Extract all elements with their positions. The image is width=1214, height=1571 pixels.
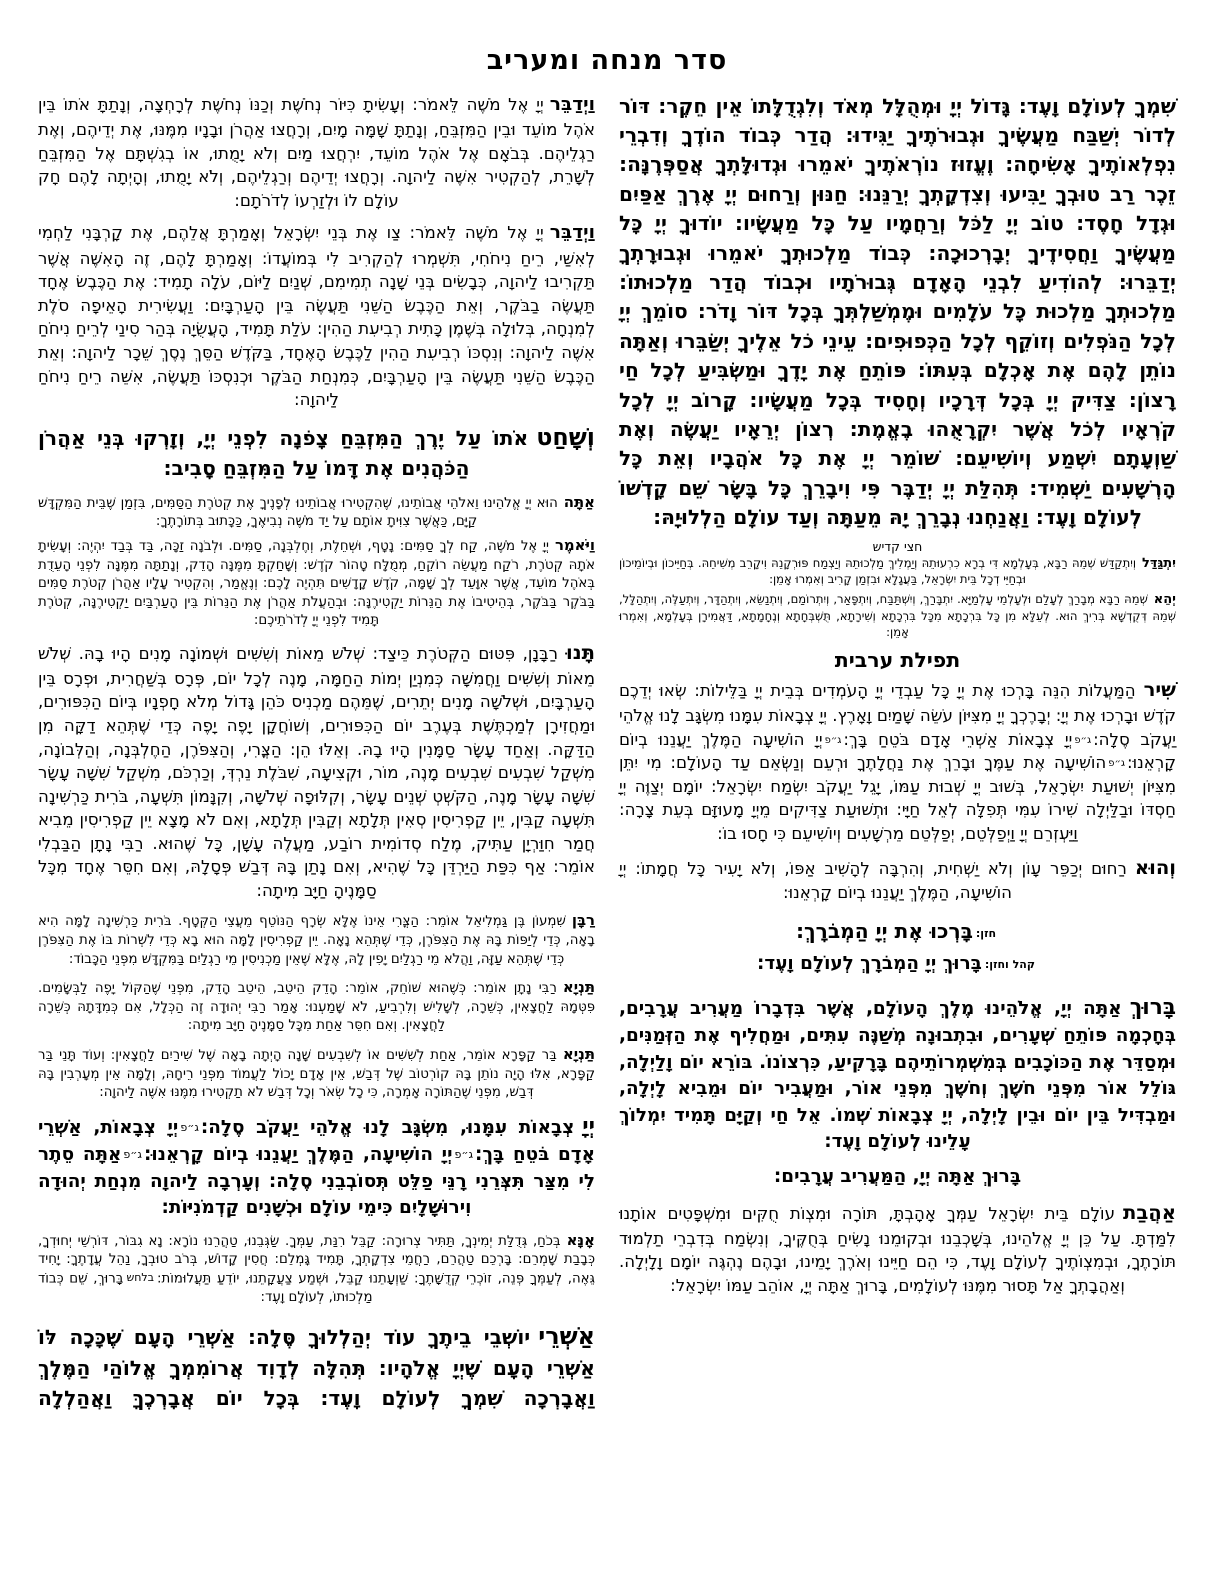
prayer-yehei: [619, 591, 1176, 641]
barchu-chazan-line: [619, 917, 1176, 946]
prayer-tail: בָּרוּךְ, שֵׁם כְּבוֹד מַלְכוּתוֹ, לְעוֹלָם וָעֶד:: [38, 1271, 373, 1305]
opener-word: אָנָּא: [566, 1230, 595, 1249]
prayer-ahavat-olam: [619, 1199, 1176, 1298]
prayer-body: רַבִּי נָתָן אוֹמֵר: כְּשֶׁהוּא שׁוֹחֵק, אוֹמֵר: הָדֵק הֵיטֵב, הֵיטֵב הָדֵק, מִפְּנֵי שֶׁהַקּוֹל יָפֶה לַבְּשָׂמִים. פִּטְּמָהּ לַחֲצָאִין, כְּשֵׁרָה, לְשָׁלִישׁ וְלִרְבִיעַ, לֹא שָׁמַעְנוּ: אָמַר רַבִּי יְהוּדָה זֶה הַכְּלָל, אִם כְּמִדָּתָהּ כְּשֵׁרָה לַחֲצָאִין. וְאִם חִסֵּר אַחַת מִכָּל סַמָּנֶיהָ חַיָּב מִיתָה:: [38, 981, 595, 1034]
repeat-rubric: ג״פ: [454, 1148, 474, 1162]
prayer-body: יְיָ אֶל מֹשֶׁה, קַח לְךָ סַמִּים: נָטָף, וּשְׁחֵלֶת, וְחֶלְבְּנָה, סַמִּים. וּלְבֹנָה זַכָּה, בַּד בְּבַד יִהְיֶה: וְעָשִׂיתָ אֹתָהּ קְטֹרֶת, רֹקַח מַעֲשֵׂה רוֹקֵחַ, מְמֻלָּח טָהוֹר קֹדֶשׁ: וְשָׁחַקְתָּ מִמֶּנָּה הָדֵק, וְנָתַתָּה מִמֶּנָּה לִפְנֵי הָעֵדֻת בְּאֹהֶל מוֹעֵד, אֲשֶׁר אִוָּעֵד לְךָ שָׁמָּה, קֹדֶשׁ קָדָשִׁים תִּהְיֶה לָכֶם: וְנֶאֱמַר, וְהִקְטִיר עָלָיו אַהֲרֹן קְטֹרֶת סַמִּים בַּבֹּקֶר בַּבֹּקֶר, בְּהֵיטִיבוֹ אֶת הַנֵּרוֹת יַקְטִירֶנָּה: וּבְהַעֲלֹת אַהֲרֹן אֶת הַנֵּרוֹת בֵּין הָעַרְבַּיִם יַקְטִירֶנָּה, קְטֹרֶת תָּמִיד לִפְנֵי יְיָ לְדֹרֹתֵיכֶם:: [38, 538, 595, 629]
prayer-adonai-tzevaot: [38, 1111, 595, 1222]
prayer-body: שִׁמְעוֹן בֶּן גַּמְלִיאֵל אוֹמֵר: הַצֳּרִי אֵינוֹ אֶלָּא שְׂרָף הַנּוֹטֵף מֵעֲצֵי הַקְּטָף. בֹּרִית כַּרְשִׁינָה לָמָּה הִיא בָאָה, כְּדֵי לְיַפּוֹת בָּהּ אֶת הַצִּפֹּרֶן, כְּדֵי שֶׁתְּהֵא נָאָה. יֵין קַפְרִיסִין לָמָּה הוּא בָא כְּדֵי לִשְׁרוֹת בּוֹ אֶת הַצִּפֹּרֶן כְּדֵי שֶׁתְּהֵא עַזָּה, וַהֲלֹא מֵי רַגְלַיִם יָפִין לָהּ, אֶלָּא שֶׁאֵין מַכְנִיסִין מֵי רַגְלַיִם בַּמִּקְדָּשׁ מִפְּנֵי הַכָּבוֹד:: [38, 914, 595, 967]
prayer-body: שִׁמְךָ לְעוֹלָם וָעֶד: גָּדוֹל יְיָ וּמְהֻלָּל מְאֹד וְלִגְדֻלָּתוֹ אֵין חֵקֶר: דּוֹר לְדוֹר יְשַׁבַּח מַעֲשֶׂיךָ וּגְבוּרֹתֶיךָ יַגִּידוּ: הֲדַר כְּבוֹד הוֹדֶךָ וְדִבְרֵי נִפְלְאוֹתֶיךָ אָשִׂיחָה: וֶעֱזוּז נוֹרְאֹתֶיךָ יֹאמֵרוּ וּגְדוּלָּתְךָ אֲסַפְּרֶנָּה: זֵכֶר רַב טוּבְךָ יַבִּיעוּ וְצִדְקָתְךָ יְרַנֵּנוּ: חַנּוּן וְרַחוּם יְיָ אֶרֶךְ אַפַּיִם וּגְדָל חָסֶד: טוֹב יְיָ לַכֹּל וְרַחֲמָיו עַל כָּל מַעֲשָׂיו: יוֹדוּךָ יְיָ כָּל מַעֲשֶׂיךָ וַחֲסִידֶיךָ יְבָרְכוּכָה: כְּבוֹד מַלְכוּתְךָ יֹאמֵרוּ וּגְבוּרָתְךָ יְדַבֵּרוּ: לְהוֹדִיעַ לִבְנֵי הָאָדָם גְּבוּרֹתָיו וּכְבוֹד הֲדַר מַלְכוּתוֹ: מַלְכוּתְךָ מַלְכוּת כָּל עֹלָמִים וּמֶמְשַׁלְתְּךָ בְּכָל דּוֹר וָדֹר: סוֹמֵךְ יְיָ לְכָל הַנֹּפְלִים וְזוֹקֵף לְכָל הַכְּפוּפִים: עֵינֵי כֹל אֵלֶיךָ יְשַׂבֵּרוּ וְאַתָּה נוֹתֵן לָהֶם אֶת אָכְלָם בְּעִתּוֹ: פּוֹתֵחַ אֶת יָדֶךָ וּמַשְׂבִּיעַ לְכָל חַי רָצוֹן: צַדִּיק יְיָ בְּכָל דְּרָכָיו וְחָסִיד בְּכָל מַעֲשָׂיו: קָרוֹב יְיָ לְכָל קֹרְאָיו לְכֹל אֲשֶׁר יִקְרָאֻהוּ בֶאֱמֶת: רְצוֹן יְרֵאָיו יַעֲשֶׂה וְאֶת שַׁוְעָתָם יִשְׁמַע וְיוֹשִׁיעֵם: שׁוֹמֵר יְיָ אֶת כָּל אֹהֲבָיו וְאֵת כָּל הָרְשָׁעִים יַשְׁמִיד: תְּהִלַּת יְיָ יְדַבֶּר פִּי וִיבָרֵךְ כָּל בָּשָׂר שֵׁם קָדְשׁוֹ לְעוֹלָם וָעֶד: וַאֲנַחְנוּ נְבָרֵךְ יָהּ מֵעַתָּה וְעַד עוֹלָם הַלְלוּיָהּ:: [619, 93, 1176, 530]
column-left: [619, 92, 1180, 1301]
opener-word: וְשָׁחַט: [536, 422, 595, 451]
prayer-shir-hamaalot: [619, 676, 1176, 845]
opener-word: אַהֲבַת: [1122, 1201, 1176, 1225]
spacer: [38, 1310, 595, 1319]
repeat-rubric: ג״פ: [824, 734, 842, 746]
prayer-body: וְיִתְקַדַּשׁ שְׁמֵהּ רַבָּא, בְּעָלְמָא דִּי בְרָא כִרְעוּתֵהּ וְיַמְלִיךְ מַלְכוּתֵהּ וְיַצְמַח פּוּרְקָנֵהּ וִיקָרֵב מְשִׁיחֵהּ. בְּחַיֵּיכוֹן וּבְיוֹמֵיכוֹן וּבְחַיֵּי דְכָל בֵּית יִשְׂרָאֵל, בַּעֲגָלָא וּבִזְמַן קָרִיב וְאִמְרוּ אָמֵן:: [619, 555, 1137, 587]
chazan-rubric: חזן:: [975, 926, 997, 940]
verse-text: הוֹשִׁיעָה אֶת עַמֶּךָ וּבָרֵךְ אֶת נַחֲלָתֶךָ וּרְעֵם וְנַשְּׂאֵם עַד הָעוֹלָם: מִי יִתֵּן מִצִּיּוֹן יְשׁוּעַת יִשְׂרָאֵל, בְּשׁוּב יְיָ שְׁבוּת עַמּוֹ, יָגֵל יַעֲקֹב יִשְׂמַח יִשְׂרָאֵל: יוֹמָם יְצַוֶּה יְיָ חַסְדּוֹ וּבַלַּיְלָה שִׁירוֹ עִמִּי תְּפִלָּה לְאֵל חַיָּי: וּתְשׁוּעַת צַדִּיקִים מֵיְיָ מָעוּזָּם בְּעֵת צָרָה: וַיַּעְזְרֵם יְיָ וַיְפַלְּטֵם, יְפַלְּטֵם מֵרְשָׁעִים וְיוֹשִׁיעֵם כִּי חָסוּ בוֹ:: [619, 753, 1176, 843]
opener-word: יְיָ: [582, 1113, 595, 1139]
verse-text: יְיָ הוֹשִׁיעָה הַמֶּלֶךְ יַעֲנֵנוּ בְיוֹם קָרְאֵנוּ:: [619, 729, 1176, 773]
prayer-body: רַחוּם יְכַפֵּר עָוֹן וְלֹא יַשְׁחִית, וְהִרְבָּה לְהָשִׁיב אַפּוֹ, וְלֹא יָעִיר כָּל חֲמָתוֹ: יְיָ הוֹשִׁיעָה, הַמֶּלֶךְ יַעֲנֵנוּ בְיוֹם קָרְאֵנוּ:: [619, 858, 1127, 903]
blessing-seal-maariv-aravim: בָּרוּךְ אַתָּה יְיָ, הַמַּעֲרִיב עֲרָבִים:: [773, 1165, 1022, 1187]
prayer-yitgadal: [619, 555, 1176, 589]
prayer-rabban-shimon: [38, 910, 595, 969]
heading-tefilat-arvit: תפילת ערבית: [834, 648, 961, 673]
verse-text: יְיָ צְבָאוֹת אַשְׁרֵי אָדָם בֹּטֵחַ בָּךְ:: [843, 729, 1073, 749]
silent-rubric: בלחש: [126, 1270, 155, 1284]
prayer-ashrei-continued: [619, 92, 1176, 533]
heading-chatzi-kaddish: חצי קדיש: [872, 538, 923, 554]
prayer-tanya-rabi-natan: [38, 977, 595, 1036]
opener-word: תַּנְיָא: [562, 978, 595, 997]
prayer-ashrei: [38, 1319, 595, 1412]
opener-word: תָּנוּ: [566, 641, 595, 664]
opener-word: תַּנְיָא: [562, 1045, 595, 1064]
prayer-body: בַּר קַפָּרָא אוֹמֵר, אַחַת לְשִׁשִּׁים אוֹ לְשִׁבְעִים שָׁנָה הָיְתָה בָאָה שֶׁל שִׁירַיִם לַחֲצָאִין: וְעוֹד תָּנֵי בַּר קַפָּרָא, אִלּוּ הָיָה נוֹתֵן בָּהּ קוֹרְטוֹב שֶׁל דְּבַשׁ, אֵין אָדָם יָכוֹל לַעֲמוֹד מִפְּנֵי רֵיחָהּ, וְלָמָּה אֵין מְעָרְבִין בָּהּ דְּבַשׁ, מִפְּנֵי שֶׁהַתּוֹרָה אָמְרָה, כִּי כָל שְׂאֹר וְכָל דְּבַשׁ לֹא תַקְטִירוּ מִמֶּנּוּ אִשֶּׁה לַיהוָה:: [38, 1048, 595, 1101]
two-column-body: [34, 92, 1180, 1416]
prayer-maariv-aravim: [619, 992, 1176, 1156]
spacer: [619, 908, 1176, 917]
prayer-veshachat: [38, 420, 595, 484]
verse-text: צְבָאוֹת עִמָּנוּ, מִשְׂגָּב לָנוּ אֱלֹהֵי יַעֲקֹב סֶלָה:: [200, 1116, 575, 1138]
verse-text: יְיָ הוֹשִׁיעָה, הַמֶּלֶךְ יַעֲנֵנוּ בְיוֹם קָרְאֵנוּ:: [143, 1144, 453, 1166]
opener-word: בָּרוּךְ: [1129, 994, 1176, 1020]
prayer-body: יוֹשְׁבֵי בֵיתֶךָ עוֹד יְהַלְלוּךָ סֶּלָה: אַשְׁרֵי הָעָם שֶׁכָּכָה לּוֹ אַשְׁרֵי הָעָם שֶׁיְיָ אֱלֹהָיו: תְּהִלָּה לְדָוִד אֲרוֹמִמְךָ אֱלוֹהַי הַמֶּלֶךְ וַאֲבָרְכָה שִׁמְךָ לְעוֹלָם וָעֶד: בְּכָל יוֹם אֲבָרְכֶךָּ וַאֲהַלְלָה: [38, 1325, 595, 1410]
spacer: [619, 1190, 1176, 1199]
verse-text: הַמַּעֲלוֹת הִנֵּה בָּרְכוּ אֶת יְיָ כָּל עַבְדֵי יְיָ הָעֹמְדִים בְּבֵית יְיָ בַּלֵּילוֹת: שְׂאוּ יְדֵכֶם קֹדֶשׁ וּבָרְכוּ אֶת יְיָ: יְבָרֶכְךָ יְיָ מִצִּיּוֹן עֹשֵׂה שָׁמַיִם וָאָרֶץ. יְיָ צְבָאוֹת עִמָּנוּ מִשְׂגָּב לָנוּ אֱלֹהֵי יַעֲקֹב סֶלָה:: [619, 681, 1176, 749]
opener-word: וַיְדַבֵּר: [549, 93, 595, 115]
repeat-rubric: ג״פ: [123, 1148, 142, 1162]
verse-text: יְיָ צְבָאוֹת, אַשְׁרֵי אָדָם בֹּטֵחַ בָּךְ:: [38, 1116, 595, 1166]
opener-word: יְהֵא: [1153, 592, 1176, 608]
prayer-body: יְיָ אֶל מֹשֶׁה לֵּאמֹר: וְעָשִׂיתָ כִּיּוֹר נְחֹשֶׁת וְכַנּוֹ נְחֹשֶׁת לְרָחְצָה, וְנָתַתָּ אֹתוֹ בֵּין אֹהֶל מוֹעֵד וּבֵין הַמִּזְבֵּחַ, וְנָתַתָּ שָׁמָּה מָיִם, וְרָחֲצוּ אַהֲרֹן וּבָנָיו מִמֶּנּוּ, אֶת יְדֵיהֶם, וְאֶת רַגְלֵיהֶם. בְּבֹאָם אֶל אֹהֶל מוֹעֵד, יִרְחֲצוּ מַיִם וְלֹא יָמֻתוּ, אוֹ בְגִשְׁתָּם אֶל הַמִּזְבֵּחַ לְשָׁרֵת, לְהַקְטִיר אִשֶּׁה לַיהוָה. וְרָחֲצוּ יְדֵיהֶם וְרַגְלֵיהֶם, וְלֹא יָמֻתוּ, וְהָיְתָה לָהֶם חָק עוֹלָם לוֹ וּלְזַרְעוֹ לְדֹרֹתָם:: [38, 94, 595, 210]
prayer-vehu-rachum: [619, 854, 1176, 905]
opener-word: רַבָּן: [571, 911, 595, 930]
column-right: [34, 92, 595, 1416]
page-title: סדר מנחה ומעריב: [486, 45, 728, 76]
prayer-ana-bekoach: [38, 1230, 595, 1308]
repeat-rubric: ג״פ: [180, 1120, 199, 1134]
opener-word: אַשְׁרֵי: [538, 1322, 595, 1351]
opener-word: וַיְדַבֵּר: [549, 222, 595, 244]
prayer-body: אַתָּה יְיָ, אֱלֹהֵינוּ מֶלֶךְ הָעוֹלָם, אֲשֶׁר בִּדְבָרוֹ מַעֲרִיב עֲרָבִים, בְּחָכְמָה פּוֹתֵחַ שְׁעָרִים, וּבִתְבוּנָה מְשַׁנֶּה עִתִּים, וּמַחֲלִיף אֶת הַזְּמַנִּים, וּמְסַדֵּר אֶת הַכּוֹכָבִים בְּמִשְׁמְרוֹתֵיהֶם בָּרָקִיעַ, כִּרְצוֹנוֹ. בּוֹרֵא יוֹם וָלַיְלָה, גּוֹלֵל אוֹר מִפְּנֵי חֹשֶׁךְ וְחֹשֶׁךְ מִפְּנֵי אוֹר, וּמַעֲבִיר יוֹם וּמֵבִיא לָיְלָה, וּמַבְדִּיל בֵּין יוֹם וּבֵין לָיְלָה, יְיָ צְבָאוֹת שְׁמוֹ. אֵל חַי וְקַיָּם תָּמִיד יִמְלוֹךְ עָלֵינוּ לְעוֹלָם וָעֶד:: [619, 997, 1176, 1153]
opener-word: וַיֹּאמֶר: [554, 535, 595, 554]
prayer-pitum-haketoret: [38, 639, 595, 902]
opener-word: שִׁיר: [1143, 678, 1176, 702]
kahal-rubric: קהל וחזן:: [984, 957, 1035, 971]
prayer-body: רַבָּנָן, פִּטּוּם הַקְּטֹרֶת כֵּיצַד: שְׁלֹשׁ מֵאוֹת וְשִׁשִּׁים וּשְׁמוֹנָה מָנִים הָיוּ בָהּ. שְׁלֹשׁ מֵאוֹת וְשִׁשִּׁים וַחֲמִשָּׁה כְּמִנְיַן יְמוֹת הַחַמָּה, מָנֶה לְכָל יוֹם, פְּרָס בְּשַׁחֲרִית, וּפְרָס בֵּין הָעַרְבָּיִם, וּשְׁלֹשָׁה מָנִים יְתֵרִים, שֶׁמֵּהֶם מַכְנִיס כֹּהֵן גָּדוֹל מְלֹא חָפְנָיו בְּיוֹם הַכִּפּוּרִים, וּמַחֲזִירָן לְמַכְתֶּשֶׁת בְּעֶרֶב יוֹם הַכִּפּוּרִים, וְשׁוֹחֲקָן יָפֶה יָפֶה כְּדֵי שֶׁתְּהֵא דַקָּה מִן הַדַּקָּה. וְאַחַד עָשָׂר סַמָּנִין הָיוּ בָהּ. וְאֵלּוּ הֵן: הַצֳּרִי, וְהַצִּפֹּרֶן, הַחֶלְבְּנָה, וְהַלְּבוֹנָה, מִשְׁקַל שִׁבְעִים שִׁבְעִים מָנֶה, מוֹר, וּקְצִיעָה, שִׁבֹּלֶת נֵרְדְּ, וְכַרְכֹּם, מִשְׁקַל שִׁשָּׁה עָשָׂר שִׁשָּׁה עָשָׂר מָנֶה, הַקֹּשְׁטְ שְׁנֵים עָשָׂר, וְקִלּוּפָה שְׁלֹשָׁה, וְקִנָּמוֹן תִּשְׁעָה, בֹּרִית כַּרְשִׁינָה תִּשְׁעָה קַבִּין, יֵין קַפְרִיסִין סְאִין תְּלָתָא וְקַבִּין תְּלָתָא, וְאִם לֹא מָצָא יֵין קַפְרִיסִין מֵבִיא חֲמַר חִוַּרְיָן עַתִּיק, מֶלַח סְדוֹמִית רוֹבַע, מַעֲלֶה עָשָׁן, כָּל שֶׁהוּא. רַבִּי נָתָן הַבַּבְלִי אוֹמֵר: אַף כִּפַּת הַיַּרְדֵּן כָּל שֶׁהִיא, וְאִם נָתַן בָּהּ דְּבַשׁ פְּסָלָהּ, וְאִם חִסֵּר אֶחָד מִכָּל סַמָּנֶיהָ חַיָּב מִיתָה:: [38, 644, 595, 900]
prayer-body: יְיָ אֶל מֹשֶׁה לֵּאמֹר: צַו אֶת בְּנֵי יִשְׂרָאֵל וְאָמַרְתָּ אֲלֵהֶם, אֶת קָרְבָּנִי לַחְמִי לְאִשַּׁי, רֵיחַ נִיחֹחִי, תִּשְׁמְרוּ לְהַקְרִיב לִי בְּמוֹעֲדוֹ: וְאָמַרְתָּ לָהֶם, זֶה הָאִשֶּׁה אֲשֶׁר תַּקְרִיבוּ לַיהוָה, כְּבָשִׂים בְּנֵי שָׁנָה תְמִימִם, שְׁנַיִם לַיּוֹם, עֹלָה תָמִיד: אֶת הַכֶּבֶשׂ אֶחָד תַּעֲשֶׂה בַבֹּקֶר, וְאֵת הַכֶּבֶשׂ הַשֵּׁנִי תַּעֲשֶׂה בֵּין הָעַרְבָּיִם: וַעֲשִׂירִית הָאֵיפָה סֹלֶת לְמִנְחָה, בְּלוּלָה בְּשֶׁמֶן כָּתִית רְבִיעִת הַהִין: עֹלַת תָּמִיד, הָעֲשֻׂיָה בְּהַר סִינַי לְרֵיחַ נִיחֹחַ אִשֶּׁה לַיהוָה: וְנִסְכּוֹ רְבִיעִת הַהִין לַכֶּבֶשׂ הָאֶחָד, בַּקֹּדֶשׁ הַסֵּךְ נֶסֶךְ שֵׁכָר לַיהוָה: וְאֵת הַכֶּבֶשׂ הַשֵּׁנִי תַּעֲשֶׂה בֵּין הָעַרְבָּיִם, כְּמִנְחַת הַבֹּקֶר וּכְנִסְכּוֹ תַּעֲשֶׂה, אִשֵּׁה רֵיחַ נִיחֹחַ לַיהוָה:: [38, 223, 595, 410]
opener-word: וְהוּא: [1134, 855, 1176, 879]
repeat-rubric: ג״פ: [1074, 734, 1092, 746]
prayer-vayedaber-tzav: [38, 220, 595, 411]
baruch-text: בָּרוּךְ יְיָ הַמְבֹרָךְ לְעוֹלָם וָעֶד:: [757, 953, 982, 975]
prayer-body: שְׁמֵהּ רַבָּא מְבָרַךְ לְעָלַם וּלְעָלְמֵי עָלְמַיָּא. יִתְבָּרַךְ, וְיִשְׁתַּבַּח, וְיִתְפָּאַר, וְיִתְרוֹמַם, וְיִתְנַשֵּׂא, וְיִתְהַדָּר, וְיִתְעַלֶּה, וְיִתְהַלָּל, שְׁמֵהּ דְּקֻדְשָׁא בְּרִיךְ הוּא. לְעֵלָּא מִן כָּל בִּרְכָתָא מִכָּל בִּרְכָתָא וְשִׁירָתָא, תֻּשְׁבְּחָתָא וְנֶחָמָתָא, דַּאֲמִירָן בְּעָלְמָא, וְאִמְרוּ אָמֵן:: [619, 592, 1176, 640]
barchu-kahal-line: [619, 951, 1176, 978]
prayer-body: עוֹלָם בֵּית יִשְׂרָאֵל עַמְּךָ אָהָבְתָּ, תּוֹרָה וּמִצְוֹת חֻקִּים וּמִשְׁפָּטִים אוֹתָנוּ לִמַּדְתָּ. עַל כֵּן יְיָ אֱלֹהֵינוּ, בְּשָׁכְבֵנוּ וּבְקוּמֵנוּ נָשִׂיחַ בְּחֻקֶּיךָ, וְנִשְׂמַח בְּדִבְרֵי תַלְמוּד תּוֹרָתֶךָ, וּבְמִצְוֹתֶיךָ לְעוֹלָם וָעֶד, כִּי הֵם חַיֵּינוּ וְאֹרֶךְ יָמֵינוּ, וּבָהֶם נֶהְגֶּה יוֹמָם וָלָיְלָה. וְאַהֲבָתְךָ אַל תָּסוּר מִמֶּנּוּ לְעוֹלָמִים, בָּרוּךְ אַתָּה יְיָ, אוֹהֵב עַמּוֹ יִשְׂרָאֵל:: [619, 1204, 1176, 1295]
opener-word: אַתָּה: [563, 492, 595, 511]
repeat-rubric: ג״פ: [1108, 758, 1125, 770]
spacer: [619, 978, 1176, 992]
verse-text: אַתָּה סֵתֶר לִי מִצַּר תִּצְּרֵנִי רָנֵּי פַלֵּט תְּסוֹבְבֵנִי סֶלָה: וְעָרְבָה לַיהוָה מִנְחַת יְהוּדָה וִירוּשָׁלָיִם כִּימֵי עוֹלָם וּכְשָׁנִים קַדְמֹנִיּוֹת:: [38, 1144, 595, 1219]
prayer-body: אֹתוֹ עַל יֶרֶךְ הַמִּזְבֵּחַ צָפֹנָה לִפְנֵי יְיָ, וְזָרְקוּ בְּנֵי אַהֲרֹן הַכֹּהֲנִים אֶת דָּמוֹ עַל הַמִּזְבֵּחַ סָבִיב:: [38, 425, 529, 481]
prayer-body: הוּא יְיָ אֱלֹהֵינוּ וֵאלֹהֵי אֲבוֹתֵינוּ, שֶׁהִקְטִירוּ אֲבוֹתֵינוּ לְפָנֶיךָ אֶת קְטֹרֶת הַסַּמִּים, בִּזְמַן שֶׁבֵּית הַמִּקְדָּשׁ קַיָּם, כַּאֲשֶׁר צִוִּיתָ אוֹתָם עַל יַד מֹשֶׁה נְבִיאֶךָ, כַּכָּתוּב בְּתוֹרָתֶךָ:: [38, 495, 558, 530]
prayer-body: בְּכֹחַ, גְּדֻלַּת יְמִינְךָ, תַּתִּיר צְרוּרָה: קַבֵּל רִנַּת, עַמְּךָ. שַׂגְּבֵנוּ, טַהֲרֵנוּ נוֹרָא: נָא גִבּוֹר, דּוֹרְשֵׁי יְחוּדְךָ, כְּבָבַת שָׁמְרֵם: בָּרְכֵם טַהֲרֵם, רַחֲמֵי צִדְקָתְךָ, תָּמִיד גָּמְלֵם: חֲסִין קָדוֹשׁ, בְּרֹב טוּבְךָ, נַהֵל עֲדָתֶךָ: יָחִיד גֵּאֶה, לְעַמְּךָ פְּנֵה, זוֹכְרֵי קְדֻשָּׁתֶךָ: שַׁוְעָתֵנוּ קַבֵּל, וּשְׁמַע צַעֲקָתֵנוּ, יוֹדֵעַ תַּעֲלוּמוֹת:: [38, 1233, 595, 1287]
prayer-vayedaber-kiyor: [38, 92, 595, 213]
prayer-tanya-bar-kappara: [38, 1044, 595, 1103]
prayer-ata-hu: [38, 492, 595, 532]
prayer-vayomer-ketoret: [38, 535, 595, 631]
barchu-text: בָּרְכוּ אֶת יְיָ הַמְבֹרָךְ:: [795, 918, 973, 943]
opener-word: יִתְגַּדַּל: [1142, 555, 1176, 571]
